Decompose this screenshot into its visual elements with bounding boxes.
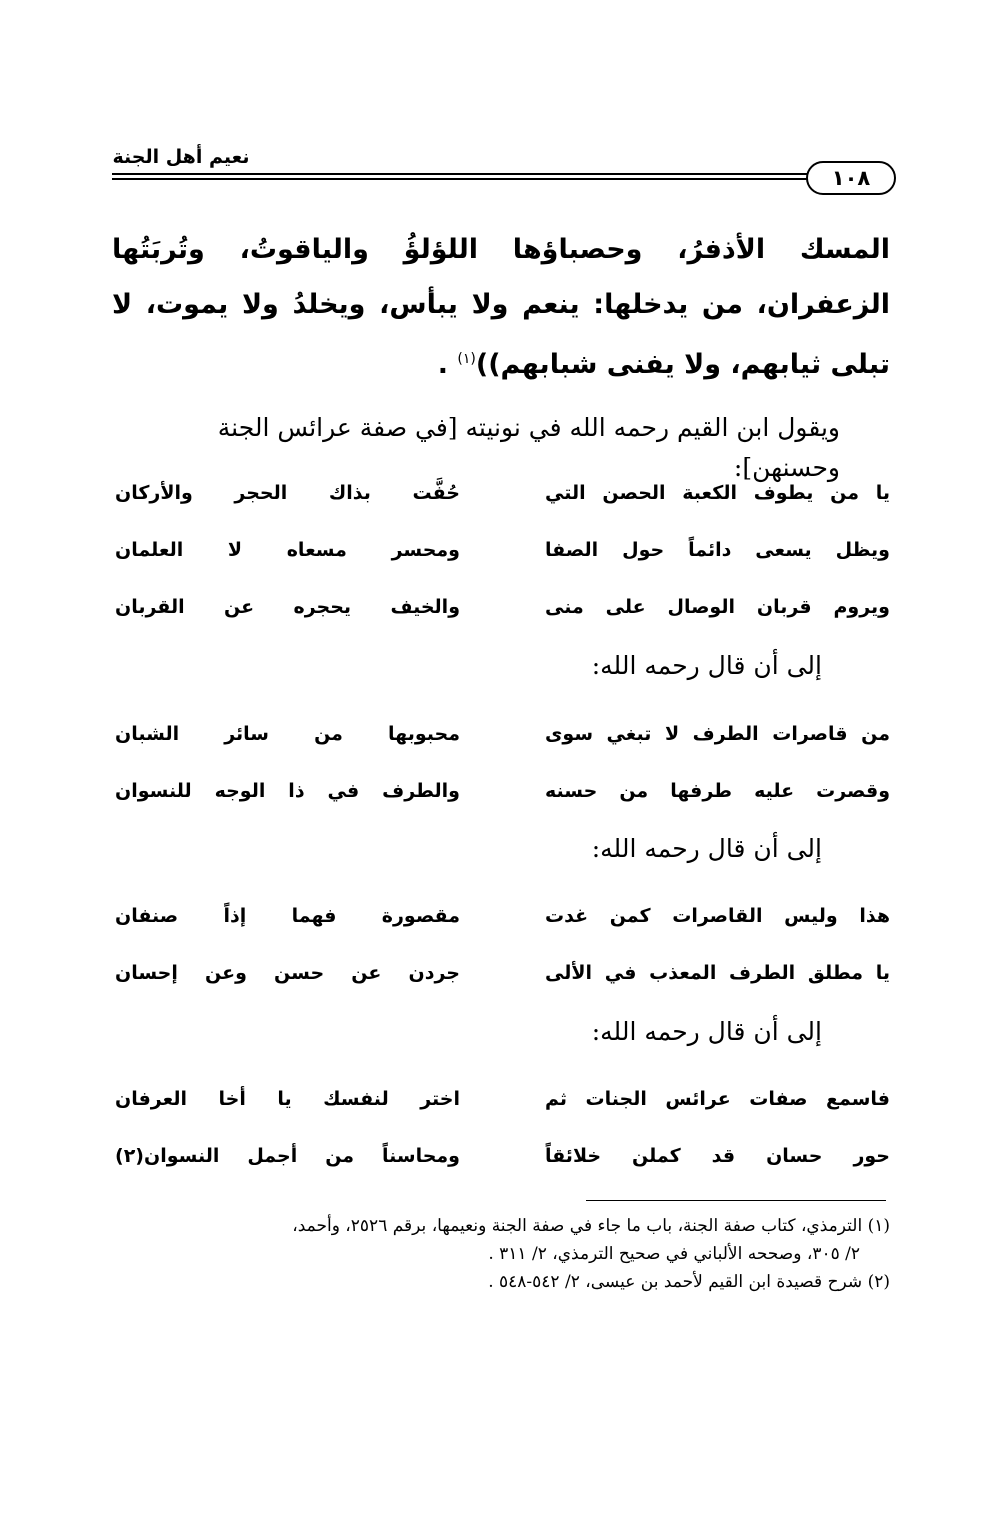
verse-second-hemistich: مقصورة فهما إذاً صنفان xyxy=(115,905,460,927)
poem-verse xyxy=(115,1136,890,1176)
verse-first-hemistich: ويروم قربان الوصال على منى xyxy=(545,596,890,618)
verse-second-hemistich: ومحاسناً من أجمل النسوان(٢) xyxy=(115,1145,460,1167)
verse-first-hemistich: يا من يطوف الكعبة الحصن التي xyxy=(545,482,890,504)
header-rule-double xyxy=(112,178,808,180)
footnote-reference: (١) xyxy=(457,351,476,367)
connector-line: إلى أن قال رحمه الله: xyxy=(591,651,822,680)
verse-first-hemistich: من قاصرات الطرف لا تبغي سوى xyxy=(545,723,890,745)
connector-line: إلى أن قال رحمه الله: xyxy=(591,834,822,863)
footnote xyxy=(112,1268,890,1296)
verse-second-hemistich: والطرف في ذا الوجه للنسوان xyxy=(115,780,460,802)
verse-second-hemistich: محبوبها من سائر الشبان xyxy=(115,723,460,745)
verse-first-hemistich: يا مطلق الطرف المعذب في الألى xyxy=(545,962,890,984)
poem-verse xyxy=(115,473,890,513)
verse-first-hemistich: هذا وليس القاصرات كمن غدت xyxy=(545,905,890,927)
verse-second-hemistich: اختر لنفسك يا أخا العرفان xyxy=(115,1088,460,1110)
poem-verse xyxy=(115,953,890,993)
poem-verse xyxy=(115,714,890,754)
poem-verse xyxy=(115,587,890,627)
verse-first-hemistich: حور حسان قد كملن خلائقاً xyxy=(545,1145,890,1167)
footnotes-list xyxy=(112,1212,890,1296)
poem-introduction: ويقول ابن القيم رحمه الله في نونيته [في صفة عرائس الجنة وحسنهن]: xyxy=(217,413,840,482)
page-number-badge: ١٠٨ xyxy=(806,161,896,195)
poem-verse xyxy=(115,896,890,936)
verse-second-hemistich: جردن عن حسن وعن إحسان xyxy=(115,962,460,984)
verse-second-hemistich: حُفَّت بذاك الحجر والأركان xyxy=(115,482,460,504)
poem-verse xyxy=(115,530,890,570)
footnote-text-continued: ٢/ ٣٠٥، وصححه الألباني في صحيح الترمذي، ٢/ ٣١١ . xyxy=(488,1244,860,1264)
verse-second-hemistich: والخيف يحجره عن القربان xyxy=(115,596,460,618)
running-header-title: نعيم أهل الجنة xyxy=(112,146,250,168)
verse-first-hemistich: فاسمع صفات عرائس الجنات ثم xyxy=(545,1088,890,1110)
verse-second-hemistich: ومحسر مسعاه لا العلمان xyxy=(115,539,460,561)
verse-first-hemistich: ويظل يسعى دائماً حول الصفا xyxy=(545,539,890,561)
poem-verse xyxy=(115,771,890,811)
hadith-text: المسك الأذفرُ، وحصباؤها اللؤلؤُ والياقوتُ، وتُربَتُها الزعفران، من يدخلها: ينعم ولا يبأس، ويخلدُ ولا يموت، لا تبلى ثيابهم، ولا يفنى شبابهم)) xyxy=(112,234,890,380)
footnote-text: (١) الترمذي، كتاب صفة الجنة، باب ما جاء في صفة الجنة ونعيمها، برقم ٢٥٢٦، وأحمد، xyxy=(292,1216,890,1236)
poem-verse xyxy=(115,1079,890,1119)
header-rule xyxy=(112,173,808,175)
footnote xyxy=(112,1212,890,1268)
hadith-paragraph xyxy=(112,222,890,392)
footnote-separator xyxy=(586,1200,886,1201)
verse-first-hemistich: وقصرت عليه طرفها من حسنه xyxy=(545,780,890,802)
footnote-text: (٢) شرح قصيدة ابن القيم لأحمد بن عيسى، ٢/ ٥٤٢-٥٤٨ . xyxy=(488,1272,890,1292)
paragraph-end: . xyxy=(437,349,448,380)
connector-line: إلى أن قال رحمه الله: xyxy=(591,1017,822,1046)
